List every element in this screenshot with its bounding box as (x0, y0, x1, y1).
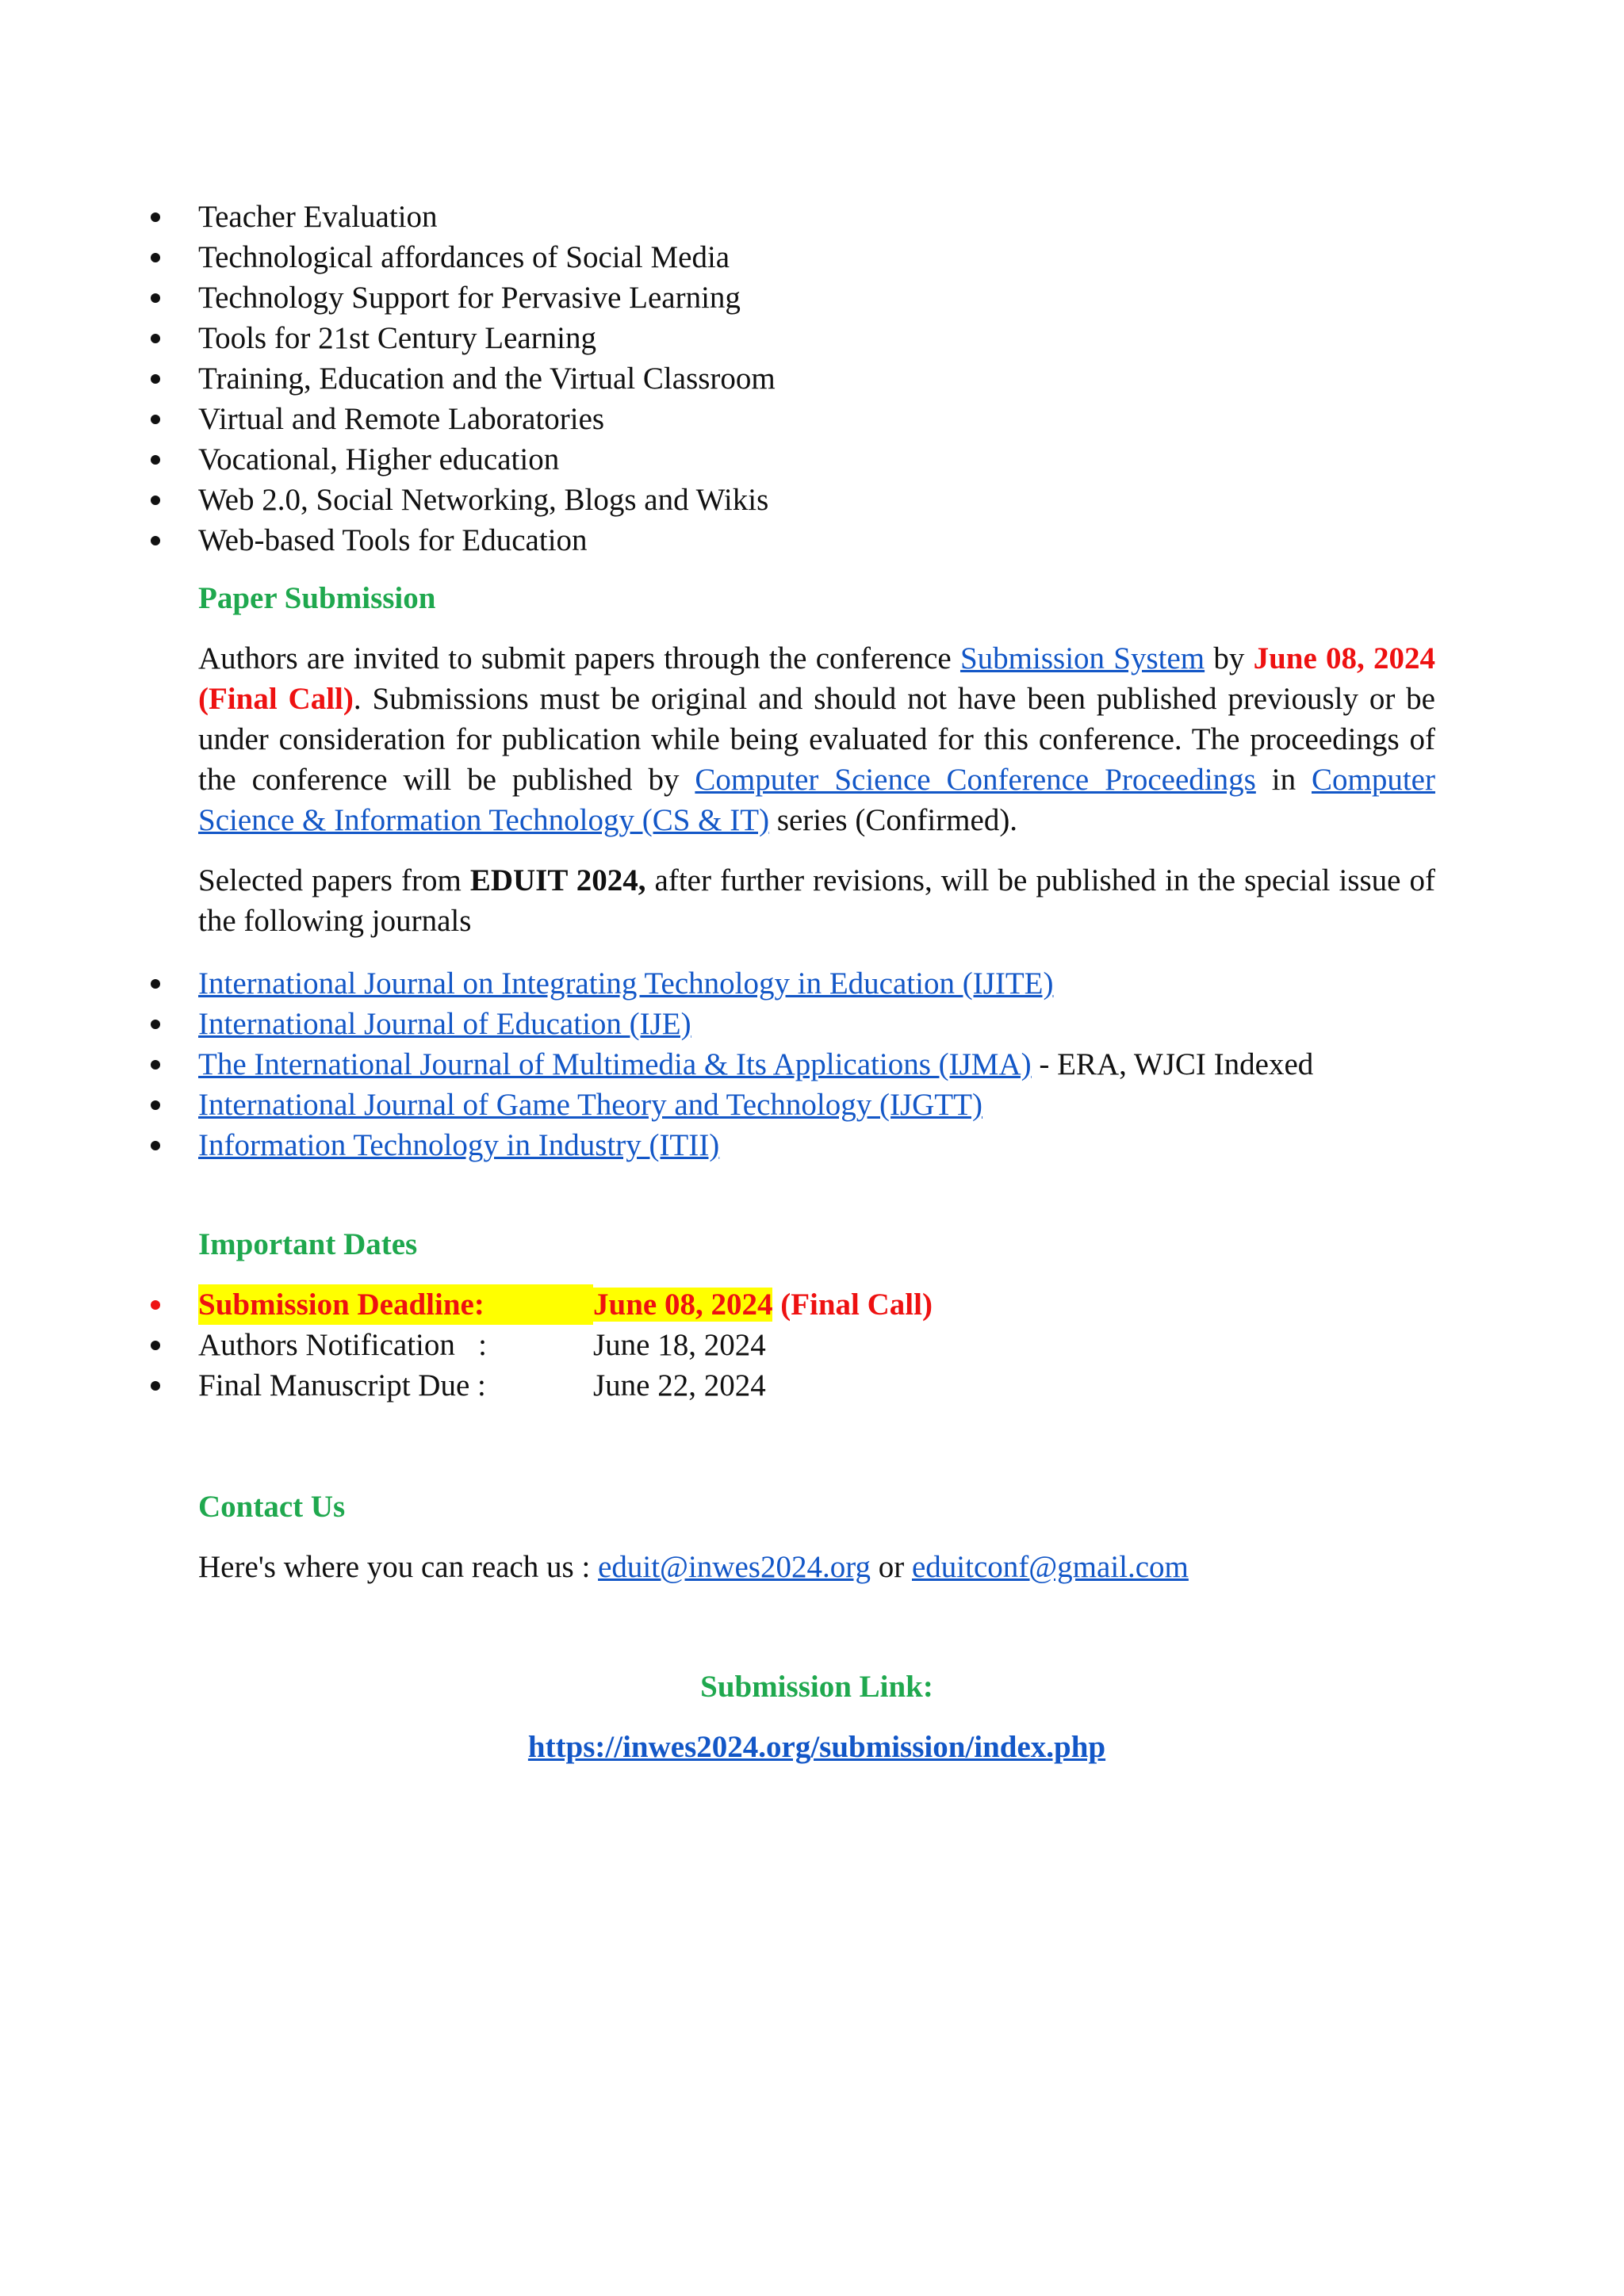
bullet-icon (151, 1300, 160, 1310)
important-dates-heading: Important Dates (198, 1227, 418, 1261)
topic-item: Web 2.0, Social Networking, Blogs and Wikis (198, 480, 1435, 520)
submission-link-paragraph (198, 1727, 1435, 1767)
proceedings-link[interactable]: Computer Science Conference Proceedings (695, 763, 1256, 797)
bullet-icon (151, 293, 160, 303)
topic-item: Technology Support for Pervasive Learning (198, 277, 1435, 318)
bullet-icon (151, 334, 160, 343)
bullet-icon (151, 979, 160, 989)
date-label: Final Manuscript Due : (198, 1368, 486, 1402)
journal-item (198, 1004, 1435, 1044)
page-content (198, 197, 1435, 1767)
journal-link[interactable]: International Journal of Game Theory and Technology (IJGTT) (198, 1088, 982, 1122)
journal-link[interactable]: International Journal on Integrating Technology in Education (IJITE) (198, 966, 1054, 1001)
topic-item: Virtual and Remote Laboratories (198, 399, 1435, 439)
paper-submission-heading: Paper Submission (198, 581, 436, 615)
bullet-icon (151, 455, 160, 465)
journal-item: The International Journal of Multimedia & Its Applications (IJMA) - ERA, WJCI Indexed (198, 1044, 1435, 1085)
bullet-icon (151, 212, 160, 222)
bullet-icon (151, 374, 160, 384)
contact-heading: Contact Us (198, 1490, 346, 1524)
journals-list (198, 963, 1435, 1165)
bullet-icon (151, 415, 160, 424)
bullet-icon (151, 536, 160, 545)
journal-item (198, 1085, 1435, 1125)
bullet-icon (151, 1060, 160, 1070)
submission-link-heading: Submission Link: (700, 1670, 933, 1704)
journal-item (198, 1125, 1435, 1165)
email-link-secondary[interactable]: eduitconf@gmail.com (911, 1550, 1189, 1584)
topic-item: Tools for 21st Century Learning (198, 318, 1435, 358)
important-dates-list (198, 1284, 1435, 1406)
contact-paragraph: Here's where you can reach us : eduit@inwes2024.org or eduitconf@gmail.com (198, 1550, 1189, 1584)
date-item-submission (198, 1284, 1435, 1325)
topic-item: Teacher Evaluation (198, 197, 1435, 237)
topic-item: Technological affordances of Social Media (198, 237, 1435, 277)
bullet-icon (151, 1100, 160, 1110)
submission-paragraph: Authors are invited to submit papers through the conference Submission System by June 08, 2024 (Final Call). Submissions must be original and should not have been published previously or be under consideration for publication while being evaluated for this conference. The proceedings of the conference will be published by Computer Science Conference Proceedings in Computer Science & Information Technology (CS & IT) series (Confirmed). (198, 641, 1435, 837)
topic-item: Vocational, Higher education (198, 439, 1435, 480)
date-label: Submission Deadline: (198, 1284, 593, 1325)
topics-list (198, 197, 1435, 561)
journal-link[interactable]: International Journal of Education (IJE) (198, 1007, 691, 1041)
submission-deadline-text: June 08, 2024 (Final Call) (198, 641, 1435, 716)
email-link-primary[interactable]: eduit@inwes2024.org (598, 1550, 871, 1584)
selected-papers-paragraph: Selected papers from EDUIT 2024, after further revisions, will be published in the special issue of the following journals (198, 863, 1436, 938)
bullet-icon (151, 1381, 160, 1391)
topic-item: Web-based Tools for Education (198, 520, 1435, 561)
journal-item (198, 963, 1435, 1004)
bullet-icon (151, 1141, 160, 1150)
journal-link[interactable]: Information Technology in Industry (ITII) (198, 1128, 720, 1162)
date-note: (Final Call) (772, 1288, 933, 1322)
event-name: EDUIT 2024, (469, 863, 646, 897)
cs-it-series-link[interactable]: Computer Science & Information Technology (CS & IT) (198, 763, 1435, 837)
bullet-icon (151, 253, 160, 262)
date-item-final-manuscript (198, 1365, 1435, 1406)
date-label: Authors Notification : (198, 1328, 487, 1362)
submission-system-link[interactable]: Submission System (959, 641, 1205, 675)
submission-url-link[interactable]: https://inwes2024.org/submission/index.php (527, 1730, 1106, 1764)
date-value: June 22, 2024 (593, 1368, 766, 1402)
date-item-notification (198, 1325, 1435, 1365)
date-value: June 18, 2024 (593, 1328, 766, 1362)
topic-item: Training, Education and the Virtual Classroom (198, 358, 1435, 399)
bullet-icon (151, 1020, 160, 1029)
date-value: June 08, 2024 (593, 1288, 773, 1322)
journal-link[interactable]: The International Journal of Multimedia & Its Applications (IJMA) (198, 1047, 1032, 1081)
bullet-icon (151, 1341, 160, 1350)
bullet-icon (151, 496, 160, 505)
